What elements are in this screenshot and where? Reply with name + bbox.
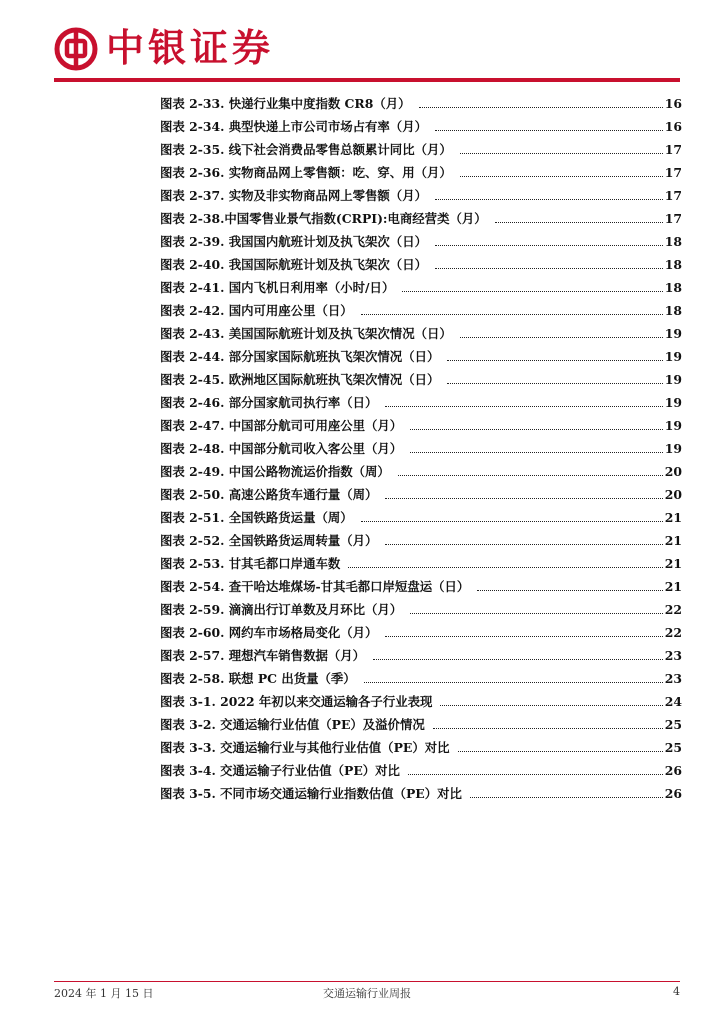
toc-entry-label: 图表 2-42. 国内可用座公里（日）	[160, 303, 353, 318]
toc-entry[interactable]	[160, 621, 682, 644]
toc-leader-dots	[410, 429, 663, 430]
toc-entry-label: 图表 2-60. 网约车市场格局变化（月）	[160, 625, 378, 640]
toc-entry-label: 图表 2-36. 实物商品网上零售额：吃、穿、用（月）	[160, 165, 452, 180]
toc-entry[interactable]	[160, 276, 682, 299]
footer-page-number: 4	[673, 985, 680, 998]
toc-entry-page: 18	[664, 234, 682, 249]
page-header	[0, 0, 724, 90]
toc-entry-page: 19	[664, 441, 682, 456]
toc-leader-dots	[433, 728, 663, 729]
toc-leader-dots	[458, 751, 663, 752]
toc-entry-label: 图表 2-37. 实物及非实物商品网上零售额（月）	[160, 188, 427, 203]
toc-entry[interactable]	[160, 759, 682, 782]
toc-leader-dots	[408, 774, 663, 775]
toc-entry-page: 20	[664, 487, 682, 502]
toc-entry-label: 图表 3-1. 2022 年初以来交通运输各子行业表现	[160, 694, 433, 709]
toc-entry[interactable]	[160, 690, 682, 713]
toc-entry-label: 图表 2-57. 理想汽车销售数据（月）	[160, 648, 366, 663]
toc-entry[interactable]	[160, 161, 682, 184]
toc-leader-dots	[364, 682, 663, 683]
toc-entry-page: 18	[664, 303, 682, 318]
toc-entry-page: 21	[664, 579, 682, 594]
toc-leader-dots	[398, 475, 663, 476]
toc-entry-label: 图表 2-44. 部分国家国际航班执飞架次情况（日）	[160, 349, 440, 364]
toc-entry-label: 图表 2-40. 我国国际航班计划及执飞架次（日）	[160, 257, 427, 272]
toc-entry[interactable]	[160, 368, 682, 391]
toc-entry[interactable]	[160, 138, 682, 161]
toc-leader-dots	[419, 107, 663, 108]
toc-entry-page: 26	[664, 786, 682, 801]
toc-leader-dots	[460, 176, 663, 177]
toc-entry-label: 图表 3-5. 不同市场交通运输行业指数估值（PE）对比	[160, 786, 462, 801]
toc-entry-page: 24	[664, 694, 682, 709]
toc-entry-page: 19	[664, 372, 682, 387]
toc-entry-page: 21	[664, 510, 682, 525]
toc-entry-page: 22	[664, 625, 682, 640]
toc-entry[interactable]	[160, 115, 682, 138]
boc-logo-icon	[54, 27, 98, 71]
toc-leader-dots	[402, 291, 662, 292]
toc-leader-dots	[385, 498, 662, 499]
toc-entry[interactable]	[160, 598, 682, 621]
toc-leader-dots	[435, 268, 663, 269]
footer-report-title: 交通运输行业周报	[323, 987, 411, 1000]
toc-entry[interactable]	[160, 345, 682, 368]
toc-leader-dots	[410, 613, 663, 614]
toc-entry[interactable]	[160, 736, 682, 759]
toc-entry-label: 图表 2-45. 欧洲地区国际航班执飞架次情况（日）	[160, 372, 440, 387]
toc-entry-label: 图表 3-2. 交通运输行业估值（PE）及溢价情况	[160, 717, 425, 732]
toc-leader-dots	[440, 705, 662, 706]
toc-leader-dots	[435, 130, 663, 131]
toc-entry-page: 17	[664, 188, 682, 203]
toc-entry[interactable]	[160, 207, 682, 230]
toc-entry-label: 图表 2-58. 联想 PC 出货量（季）	[160, 671, 356, 686]
toc-entry[interactable]	[160, 529, 682, 552]
toc-entry-page: 18	[664, 257, 682, 272]
toc-entry-page: 19	[664, 326, 682, 341]
toc-entry-page: 16	[664, 119, 682, 134]
toc-entry[interactable]	[160, 483, 682, 506]
toc-entry-label: 图表 3-3. 交通运输行业与其他行业估值（PE）对比	[160, 740, 450, 755]
toc-entry-page: 21	[664, 556, 682, 571]
toc-entry-page: 26	[664, 763, 682, 778]
toc-entry[interactable]	[160, 575, 682, 598]
toc-leader-dots	[435, 199, 663, 200]
toc-leader-dots	[361, 521, 663, 522]
toc-entry-label: 图表 2-49. 中国公路物流运价指数（周）	[160, 464, 390, 479]
toc-leader-dots	[373, 659, 663, 660]
toc-entry-label: 图表 2-35. 线下社会消费品零售总额累计同比（月）	[160, 142, 452, 157]
toc-entry-page: 19	[664, 395, 682, 410]
toc-entry-page: 20	[664, 464, 682, 479]
toc-entry-label: 图表 2-47. 中国部分航司可用座公里（月）	[160, 418, 403, 433]
toc-leader-dots	[460, 337, 663, 338]
toc-entry-page: 21	[664, 533, 682, 548]
toc-entry[interactable]	[160, 322, 682, 345]
toc-entry[interactable]	[160, 230, 682, 253]
toc-entry-page: 18	[664, 280, 682, 295]
toc-leader-dots	[385, 636, 662, 637]
toc-entry-page: 22	[664, 602, 682, 617]
toc-entry-page: 19	[664, 349, 682, 364]
toc-leader-dots	[361, 314, 663, 315]
toc-leader-dots	[410, 452, 663, 453]
footer-rule	[54, 981, 680, 982]
toc-entry[interactable]	[160, 92, 682, 115]
toc-entry-label: 图表 2-59. 滴滴出行订单数及月环比（月）	[160, 602, 403, 617]
toc-entry[interactable]	[160, 644, 682, 667]
toc-leader-dots	[470, 797, 663, 798]
toc-leader-dots	[447, 383, 662, 384]
toc-entry-label: 图表 2-41. 国内飞机日利用率（小时/日）	[160, 280, 395, 295]
brand-name: 中银证券	[106, 26, 275, 70]
toc-leader-dots	[447, 360, 662, 361]
toc-entry[interactable]	[160, 437, 682, 460]
toc-entry-label: 图表 2-52. 全国铁路货运周转量（月）	[160, 533, 378, 548]
header-rule	[54, 78, 680, 82]
toc-entry-page: 25	[664, 740, 682, 755]
toc-entry[interactable]	[160, 506, 682, 529]
toc-entry-page: 23	[664, 648, 682, 663]
toc-entry[interactable]	[160, 184, 682, 207]
toc-entry-label: 图表 2-43. 美国国际航班计划及执飞架次情况（日）	[160, 326, 452, 341]
toc-entry[interactable]	[160, 391, 682, 414]
toc-leader-dots	[495, 222, 663, 223]
toc-entry[interactable]	[160, 552, 682, 575]
toc-leader-dots	[477, 590, 662, 591]
toc-entry[interactable]	[160, 299, 682, 322]
toc-entry-page: 25	[664, 717, 682, 732]
toc-entry[interactable]	[160, 667, 682, 690]
toc-entry-label: 图表 2-50. 高速公路货车通行量（周）	[160, 487, 378, 502]
toc-entry-page: 17	[664, 211, 682, 226]
toc-entry-label: 图表 2-46. 部分国家航司执行率（日）	[160, 395, 378, 410]
toc-entry-page: 17	[664, 142, 682, 157]
toc-entry-page: 23	[664, 671, 682, 686]
page-footer	[54, 985, 680, 1001]
toc-leader-dots	[348, 567, 663, 568]
toc-entry-page: 17	[664, 165, 682, 180]
toc-entry-label: 图表 2-53. 甘其毛都口岸通车数	[160, 556, 341, 571]
toc-entry[interactable]	[160, 713, 682, 736]
toc-leader-dots	[385, 544, 662, 545]
footer-date: 2024 年 1 月 15 日	[54, 987, 154, 1000]
toc-entry[interactable]	[160, 414, 682, 437]
toc-entry-page: 19	[664, 418, 682, 433]
toc-entry-page: 16	[664, 96, 682, 111]
toc-entry-label: 图表 2-54. 查干哈达堆煤场-甘其毛都口岸短盘运（日）	[160, 579, 470, 594]
toc-leader-dots	[460, 153, 663, 154]
toc-entry[interactable]	[160, 253, 682, 276]
figure-list	[160, 92, 682, 805]
toc-leader-dots	[435, 245, 663, 246]
toc-entry-label: 图表 2-48. 中国部分航司收入客公里（月）	[160, 441, 403, 456]
toc-entry[interactable]	[160, 782, 682, 805]
toc-leader-dots	[385, 406, 662, 407]
toc-entry-label: 图表 2-39. 我国国内航班计划及执飞架次（日）	[160, 234, 427, 249]
toc-entry-label: 图表 2-33. 快递行业集中度指数 CR8（月）	[160, 96, 411, 111]
toc-entry[interactable]	[160, 460, 682, 483]
toc-entry-label: 图表 2-51. 全国铁路货运量（周）	[160, 510, 353, 525]
toc-entry-label: 图表 2-38.中国零售业景气指数(CRPI):电商经营类（月）	[160, 211, 487, 226]
toc-entry-label: 图表 2-34. 典型快递上市公司市场占有率（月）	[160, 119, 427, 134]
toc-entry-label: 图表 3-4. 交通运输子行业估值（PE）对比	[160, 763, 400, 778]
